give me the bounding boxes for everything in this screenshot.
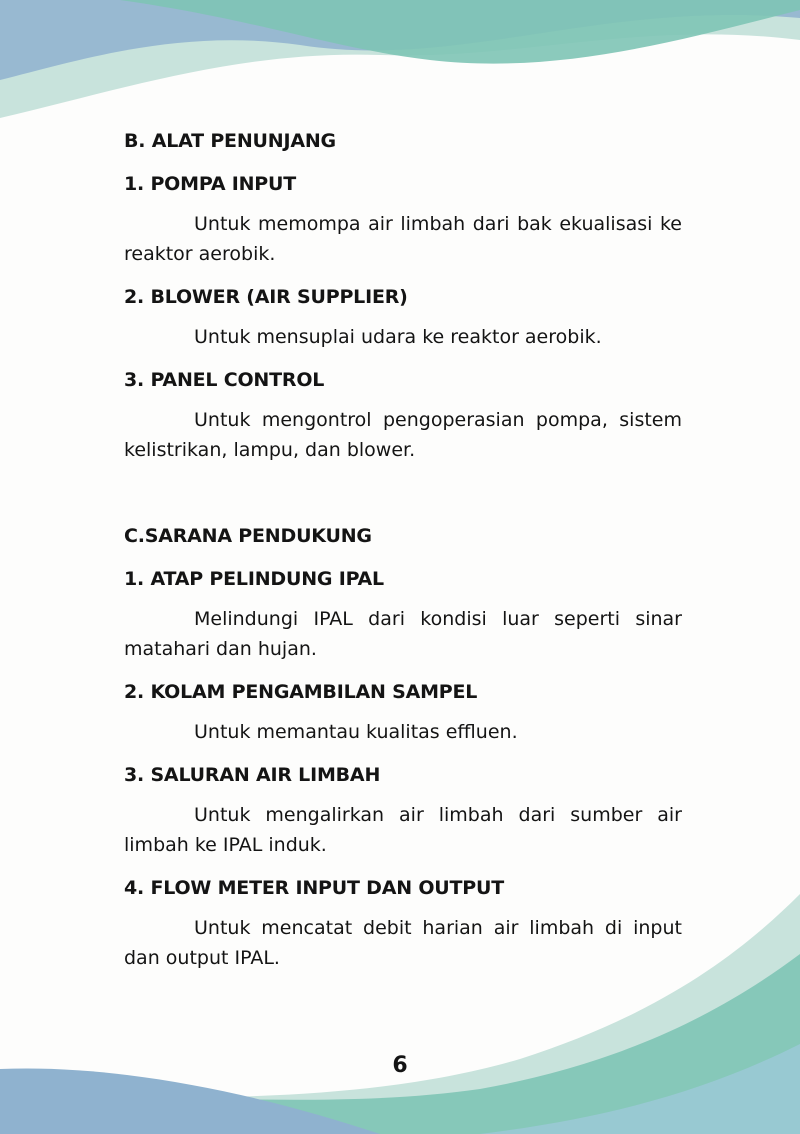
item-description: Untuk mensuplai udara ke reaktor aerobik. [194,326,602,348]
item-description: Untuk mencatat debit harian air limbah di input dan output IPAL. [124,917,682,969]
item-title: 2. BLOWER (AIR SUPPLIER) [124,286,408,308]
item-title: 4. FLOW METER INPUT DAN OUTPUT [124,877,505,899]
item-description: Untuk mengontrol pengoperasian pompa, sistem kelistrikan, lampu, dan blower. [124,409,682,461]
item-description: Melindungi IPAL dari kondisi luar seperti sinar matahari dan hujan. [124,608,682,660]
item-title: 3. PANEL CONTROL [124,369,325,391]
item-description: Untuk memompa air limbah dari bak ekualisasi ke reaktor aerobik. [124,213,682,265]
item-title: 1. POMPA INPUT [124,173,297,195]
item-title: 2. KOLAM PENGAMBILAN SAMPEL [124,681,478,703]
page-number: 6 [392,1053,408,1078]
item-description: Untuk memantau kualitas effluen. [194,721,518,743]
section-heading-sarana-pendukung: C.SARANA PENDUKUNG [124,525,372,547]
page-content [124,126,682,973]
top-wave-decoration [0,0,800,130]
item-title: 3. SALURAN AIR LIMBAH [124,764,381,786]
section-heading-alat-penunjang: B. ALAT PENUNJANG [124,130,336,152]
item-description: Untuk mengalirkan air limbah dari sumber air limbah ke IPAL induk. [124,804,682,856]
item-title: 1. ATAP PELINDUNG IPAL [124,568,384,590]
